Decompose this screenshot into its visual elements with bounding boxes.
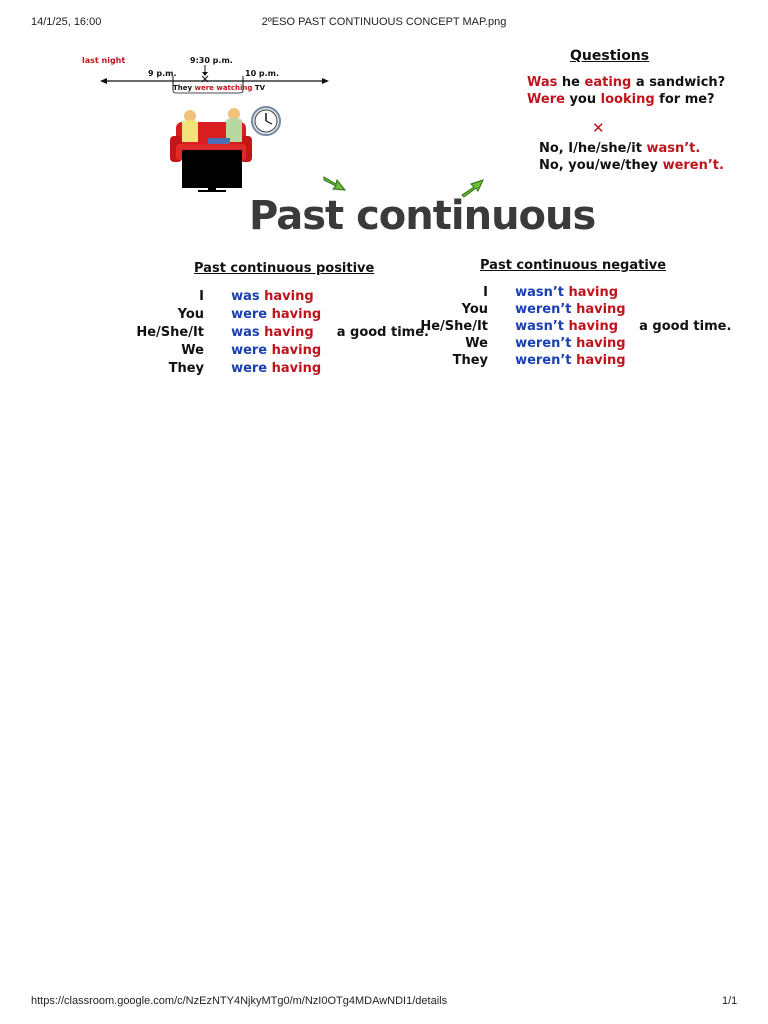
timeline-start-label: 9 p.m. xyxy=(148,69,177,78)
timeline-caption: They were watching TV xyxy=(173,84,266,92)
answer-1: No, I/he/she/it wasn’t. xyxy=(539,141,701,156)
print-url: https://classroom.google.com/c/NzEzNTY4NjkyMTg0/m/NzI0OTg4MDAwNDI1/details xyxy=(31,995,448,1007)
page-title: Past continuous xyxy=(249,193,596,239)
table-row: You weren’t having xyxy=(461,302,626,317)
table-row: They weren’t having xyxy=(452,353,626,368)
negative-heading: Past continuous negative xyxy=(480,258,667,273)
timeline xyxy=(82,52,340,102)
print-page-number: 1/1 xyxy=(722,995,738,1007)
table-row: I wasn’t having xyxy=(483,285,619,300)
timeline-end-label: 10 p.m. xyxy=(245,69,280,78)
table-row: I was having xyxy=(199,289,314,304)
negative-table xyxy=(418,285,731,370)
positive-table xyxy=(134,289,429,379)
table-row: You were having xyxy=(177,307,322,322)
clock-icon xyxy=(250,105,282,137)
answer-2: No, you/we/they weren’t. xyxy=(539,158,724,173)
table-row: We weren’t having xyxy=(465,336,626,351)
timeline-axis xyxy=(100,52,340,102)
question-2: Were you looking for me? xyxy=(527,92,715,107)
table-row: He/She/It wasn’t having a good time. xyxy=(420,319,732,334)
timeline-point-label: 9:30 p.m. xyxy=(190,56,233,65)
table-row: We were having xyxy=(181,343,322,358)
arrow-icon xyxy=(322,174,348,194)
question-1: Was he eating a sandwich? xyxy=(527,75,726,90)
positive-heading: Past continuous positive xyxy=(194,261,375,276)
timeline-last-night: last night xyxy=(82,56,126,65)
print-filename: 2ºESO PAST CONTINUOUS CONCEPT MAP.png xyxy=(261,16,507,28)
table-row: He/She/It was having a good time. xyxy=(136,325,429,340)
cross-icon: ✕ xyxy=(592,119,605,137)
questions-heading: Questions xyxy=(570,48,650,64)
table-row: They were having xyxy=(168,361,322,376)
print-datetime: 14/1/25, 16:00 xyxy=(31,16,102,28)
